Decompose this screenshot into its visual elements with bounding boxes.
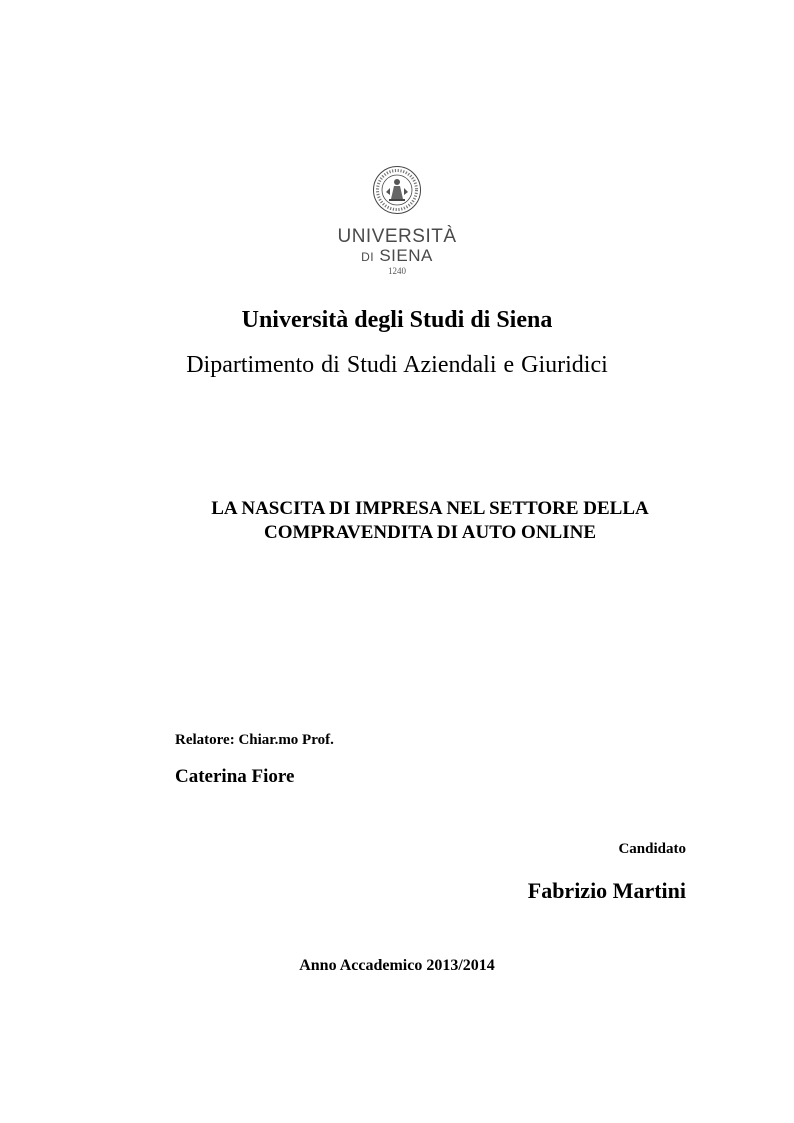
candidate-name: Fabrizio Martini <box>527 878 686 903</box>
university-title: Università degli Studi di Siena <box>241 307 553 333</box>
logo-siena-word <box>337 246 457 266</box>
thesis-title <box>150 497 710 545</box>
logo-di-word: DI <box>361 250 375 264</box>
logo-university-word: UNIVERSITÀ <box>337 226 457 247</box>
supervisor-name: Caterina Fiore <box>175 766 295 787</box>
logo-siena-main: SIENA <box>379 246 433 265</box>
academic-year: Anno Accademico 2013/2014 <box>299 957 495 974</box>
logo-year: 1240 <box>388 266 406 276</box>
thesis-title-line-2: COMPRAVENDITA DI AUTO ONLINE <box>263 522 597 543</box>
candidate-label: Candidato <box>618 841 686 857</box>
university-logo <box>337 160 457 280</box>
supervisor-label: Relatore: Chiar.mo Prof. <box>175 732 334 748</box>
thesis-title-line-1: LA NASCITA DI IMPRESA NEL SETTORE DELLA <box>211 498 649 519</box>
department-title: Dipartimento di Studi Aziendali e Giuridici <box>186 352 608 378</box>
university-seal-icon <box>372 165 422 215</box>
